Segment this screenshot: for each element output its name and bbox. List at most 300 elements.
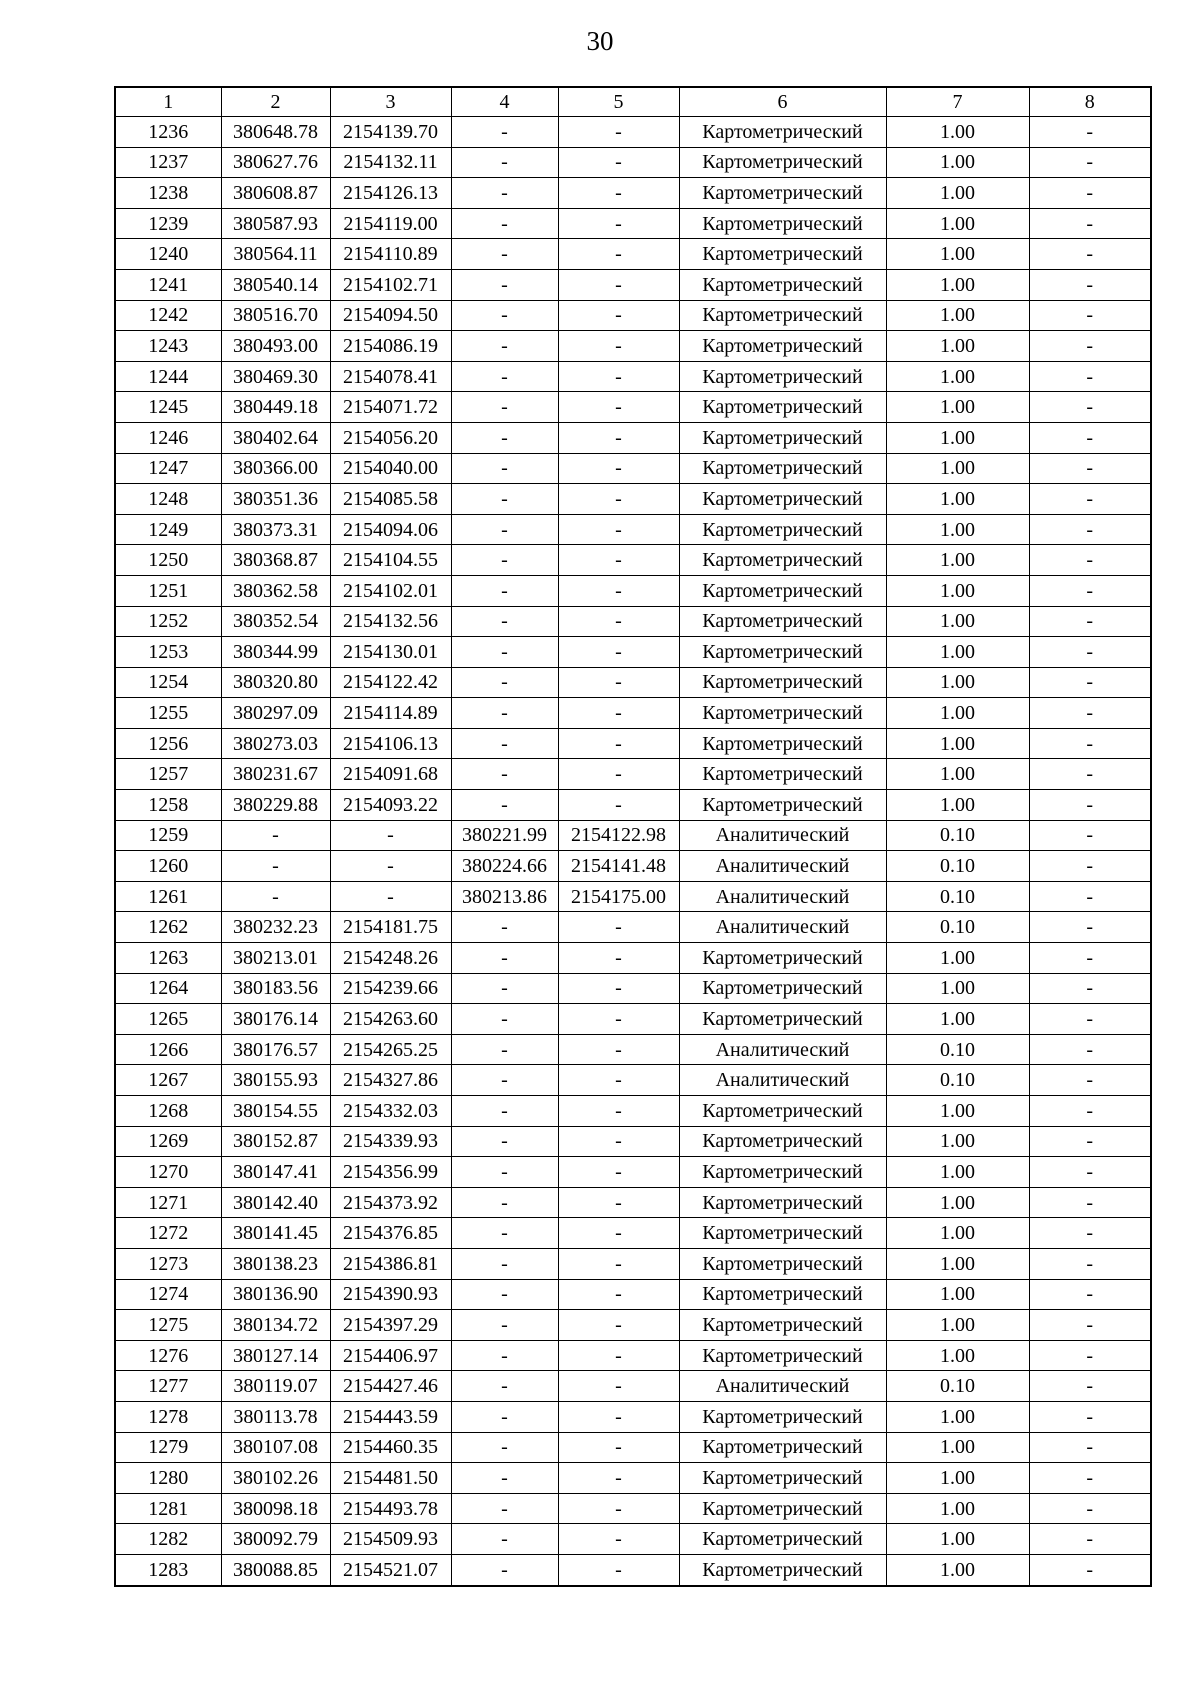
table-cell: 1258: [115, 790, 221, 821]
table-cell: 380373.31: [221, 514, 330, 545]
table-row: [115, 1065, 1151, 1096]
table-cell: -: [558, 1096, 679, 1127]
table-cell: Картометрический: [679, 1432, 886, 1463]
table-cell: 1.00: [886, 1096, 1029, 1127]
table-cell: 1.00: [886, 117, 1029, 148]
table-cell: 2154130.01: [330, 637, 451, 668]
table-cell: 380142.40: [221, 1187, 330, 1218]
table-row: [115, 392, 1151, 423]
table-cell: -: [1029, 1432, 1151, 1463]
table-cell: 1281: [115, 1493, 221, 1524]
table-cell: -: [1029, 1126, 1151, 1157]
table-cell: -: [558, 912, 679, 943]
table-cell: Картометрический: [679, 1157, 886, 1188]
table-cell: -: [451, 1493, 558, 1524]
table-cell: -: [1029, 1004, 1151, 1035]
table-cell: 2154332.03: [330, 1096, 451, 1127]
table-cell: -: [451, 637, 558, 668]
table-row: [115, 1524, 1151, 1555]
table-cell: Картометрический: [679, 790, 886, 821]
table-cell: 2154085.58: [330, 484, 451, 515]
table-cell: 0.10: [886, 912, 1029, 943]
table-cell: -: [1029, 1218, 1151, 1249]
table-row: [115, 514, 1151, 545]
table-cell: -: [558, 392, 679, 423]
table-cell: 380608.87: [221, 178, 330, 209]
table-cell: Картометрический: [679, 484, 886, 515]
table-cell: 1262: [115, 912, 221, 943]
table-cell: 2154443.59: [330, 1401, 451, 1432]
table-cell: 1.00: [886, 637, 1029, 668]
table-cell: -: [451, 912, 558, 943]
table-cell: 380627.76: [221, 147, 330, 178]
table-cell: 1283: [115, 1554, 221, 1585]
table-cell: -: [451, 1004, 558, 1035]
table-cell: 2154078.41: [330, 361, 451, 392]
table-cell: 1255: [115, 698, 221, 729]
table-cell: 380213.86: [451, 881, 558, 912]
table-cell: 2154386.81: [330, 1248, 451, 1279]
table-row: [115, 698, 1151, 729]
table-row: [115, 1004, 1151, 1035]
table-cell: -: [558, 1493, 679, 1524]
page-number: 30: [586, 26, 614, 56]
table-cell: -: [451, 1463, 558, 1494]
table-cell: 1.00: [886, 973, 1029, 1004]
table-row: [115, 422, 1151, 453]
table-cell: -: [558, 1248, 679, 1279]
table-cell: -: [1029, 1310, 1151, 1341]
table-cell: -: [451, 1524, 558, 1555]
table-cell: -: [558, 1554, 679, 1585]
table-cell: Картометрический: [679, 667, 886, 698]
table-cell: 380088.85: [221, 1554, 330, 1585]
table-cell: 2154460.35: [330, 1432, 451, 1463]
table-cell: 1243: [115, 331, 221, 362]
table-cell: -: [1029, 239, 1151, 270]
table-cell: 380152.87: [221, 1126, 330, 1157]
table-cell: -: [451, 790, 558, 821]
table-cell: -: [451, 361, 558, 392]
table-cell: -: [451, 545, 558, 576]
table-row: [115, 606, 1151, 637]
table-cell: 2154427.46: [330, 1371, 451, 1402]
table-cell: -: [451, 1096, 558, 1127]
table-cell: -: [221, 820, 330, 851]
table-cell: 1246: [115, 422, 221, 453]
table-cell: -: [1029, 1065, 1151, 1096]
table-cell: 380113.78: [221, 1401, 330, 1432]
table-cell: 2154040.00: [330, 453, 451, 484]
table-cell: -: [451, 208, 558, 239]
table-cell: 2154509.93: [330, 1524, 451, 1555]
table-cell: 1275: [115, 1310, 221, 1341]
table-cell: 2154106.13: [330, 728, 451, 759]
table-cell: 380352.54: [221, 606, 330, 637]
table-cell: -: [558, 1034, 679, 1065]
table-cell: Картометрический: [679, 728, 886, 759]
table-cell: 2154493.78: [330, 1493, 451, 1524]
table-cell: -: [1029, 1279, 1151, 1310]
table-row: [115, 1432, 1151, 1463]
table-row: [115, 1126, 1151, 1157]
table-cell: -: [558, 1279, 679, 1310]
table-cell: Картометрический: [679, 1401, 886, 1432]
table-cell: 1278: [115, 1401, 221, 1432]
table-cell: -: [1029, 881, 1151, 912]
table-cell: 380351.36: [221, 484, 330, 515]
table-row: [115, 361, 1151, 392]
table-cell: 2154071.72: [330, 392, 451, 423]
table-cell: 1.00: [886, 453, 1029, 484]
table-cell: -: [558, 1218, 679, 1249]
table-cell: 380368.87: [221, 545, 330, 576]
table-cell: -: [451, 1340, 558, 1371]
column-header-5: 5: [558, 87, 679, 117]
table-cell: 380155.93: [221, 1065, 330, 1096]
table-cell: 1.00: [886, 545, 1029, 576]
table-cell: Картометрический: [679, 637, 886, 668]
table-cell: 1276: [115, 1340, 221, 1371]
table-cell: -: [558, 1004, 679, 1035]
table-cell: -: [1029, 453, 1151, 484]
table-cell: 380320.80: [221, 667, 330, 698]
table-cell: -: [1029, 575, 1151, 606]
table-cell: -: [558, 637, 679, 668]
table-cell: 2154091.68: [330, 759, 451, 790]
table-cell: 380232.23: [221, 912, 330, 943]
table-cell: 1.00: [886, 943, 1029, 974]
table-cell: 2154390.93: [330, 1279, 451, 1310]
table-cell: -: [451, 422, 558, 453]
table-cell: 1.00: [886, 1524, 1029, 1555]
table-cell: -: [451, 1248, 558, 1279]
table-cell: -: [1029, 943, 1151, 974]
table-cell: 380136.90: [221, 1279, 330, 1310]
table-cell: -: [1029, 637, 1151, 668]
table-row: [115, 881, 1151, 912]
table-cell: 1.00: [886, 790, 1029, 821]
table-cell: 380362.58: [221, 575, 330, 606]
table-cell: 1.00: [886, 208, 1029, 239]
table-cell: -: [558, 667, 679, 698]
table-cell: 380119.07: [221, 1371, 330, 1402]
table-row: [115, 667, 1151, 698]
table-cell: -: [558, 545, 679, 576]
table-cell: -: [1029, 1371, 1151, 1402]
table-cell: Картометрический: [679, 1463, 886, 1494]
table-cell: 1274: [115, 1279, 221, 1310]
table-cell: 380127.14: [221, 1340, 330, 1371]
table-cell: 1263: [115, 943, 221, 974]
table-cell: 2154114.89: [330, 698, 451, 729]
table-cell: Картометрический: [679, 1218, 886, 1249]
table-cell: Картометрический: [679, 1524, 886, 1555]
table-cell: -: [451, 147, 558, 178]
table-cell: -: [451, 1218, 558, 1249]
table-cell: 0.10: [886, 1371, 1029, 1402]
table-cell: 380366.00: [221, 453, 330, 484]
table-row: [115, 728, 1151, 759]
table-cell: 380273.03: [221, 728, 330, 759]
table-cell: 1.00: [886, 575, 1029, 606]
table-cell: 1.00: [886, 1554, 1029, 1585]
table-row: [115, 1157, 1151, 1188]
table-cell: 1242: [115, 300, 221, 331]
table-cell: 1257: [115, 759, 221, 790]
table-cell: 380449.18: [221, 392, 330, 423]
table-cell: 1.00: [886, 392, 1029, 423]
table-cell: -: [451, 269, 558, 300]
table-cell: -: [558, 1126, 679, 1157]
table-cell: -: [451, 667, 558, 698]
table-cell: 1241: [115, 269, 221, 300]
table-cell: 1236: [115, 117, 221, 148]
table-cell: 380587.93: [221, 208, 330, 239]
table-row: [115, 943, 1151, 974]
table-cell: 2154339.93: [330, 1126, 451, 1157]
table-row: [115, 1340, 1151, 1371]
table-cell: -: [1029, 484, 1151, 515]
table-cell: -: [1029, 1463, 1151, 1494]
table-cell: -: [558, 361, 679, 392]
table-cell: 380176.14: [221, 1004, 330, 1035]
table-row: [115, 147, 1151, 178]
table-cell: 1280: [115, 1463, 221, 1494]
table-cell: Картометрический: [679, 269, 886, 300]
table-cell: 1268: [115, 1096, 221, 1127]
table-cell: -: [1029, 208, 1151, 239]
table-cell: -: [1029, 667, 1151, 698]
table-cell: 380297.09: [221, 698, 330, 729]
table-cell: -: [1029, 1524, 1151, 1555]
table-cell: -: [451, 1157, 558, 1188]
table-cell: -: [451, 943, 558, 974]
table-cell: 380138.23: [221, 1248, 330, 1279]
table-cell: -: [558, 1065, 679, 1096]
table-cell: 2154181.75: [330, 912, 451, 943]
table-cell: -: [330, 820, 451, 851]
table-cell: 1.00: [886, 147, 1029, 178]
table-cell: -: [558, 1157, 679, 1188]
table-cell: 2154094.06: [330, 514, 451, 545]
table-cell: 1.00: [886, 178, 1029, 209]
table-cell: -: [451, 973, 558, 1004]
table-cell: 380134.72: [221, 1310, 330, 1341]
table-cell: 1237: [115, 147, 221, 178]
table-cell: Картометрический: [679, 1187, 886, 1218]
table-cell: 1.00: [886, 1279, 1029, 1310]
table-cell: Картометрический: [679, 1004, 886, 1035]
table-cell: -: [1029, 1034, 1151, 1065]
table-cell: -: [1029, 1096, 1151, 1127]
table-cell: 2154481.50: [330, 1463, 451, 1494]
table-cell: 0.10: [886, 1034, 1029, 1065]
table-cell: -: [451, 1401, 558, 1432]
table-cell: Картометрический: [679, 392, 886, 423]
table-cell: -: [1029, 1554, 1151, 1585]
table-row: [115, 1248, 1151, 1279]
table-cell: -: [451, 300, 558, 331]
table-cell: -: [558, 1524, 679, 1555]
table-row: [115, 1554, 1151, 1585]
table-cell: -: [451, 239, 558, 270]
table-cell: -: [1029, 392, 1151, 423]
table-cell: -: [451, 1310, 558, 1341]
table-cell: -: [1029, 361, 1151, 392]
table-cell: 1253: [115, 637, 221, 668]
table-cell: 1.00: [886, 300, 1029, 331]
table-cell: 1267: [115, 1065, 221, 1096]
table-cell: 1.00: [886, 239, 1029, 270]
table-cell: 1.00: [886, 759, 1029, 790]
table-cell: Картометрический: [679, 514, 886, 545]
table-cell: 1.00: [886, 1157, 1029, 1188]
table-cell: -: [558, 239, 679, 270]
table-cell: -: [1029, 1248, 1151, 1279]
table-cell: 2154102.01: [330, 575, 451, 606]
table-cell: -: [1029, 147, 1151, 178]
table-cell: 1.00: [886, 331, 1029, 362]
table-cell: 2154265.25: [330, 1034, 451, 1065]
table-cell: -: [1029, 728, 1151, 759]
table-body: [115, 117, 1151, 1586]
table-cell: 2154139.70: [330, 117, 451, 148]
table-cell: -: [1029, 698, 1151, 729]
table-cell: Картометрический: [679, 239, 886, 270]
table-cell: 2154126.13: [330, 178, 451, 209]
table-cell: Картометрический: [679, 1493, 886, 1524]
table-cell: Картометрический: [679, 1340, 886, 1371]
table-cell: -: [558, 1310, 679, 1341]
table-cell: 380564.11: [221, 239, 330, 270]
column-header-8: 8: [1029, 87, 1151, 117]
table-cell: -: [558, 117, 679, 148]
table-cell: Картометрический: [679, 575, 886, 606]
table-cell: 1272: [115, 1218, 221, 1249]
table-cell: 1239: [115, 208, 221, 239]
table-cell: -: [1029, 759, 1151, 790]
table-cell: Аналитический: [679, 820, 886, 851]
table-cell: -: [1029, 178, 1151, 209]
table-cell: -: [558, 973, 679, 1004]
table-cell: 2154376.85: [330, 1218, 451, 1249]
table-row: [115, 1371, 1151, 1402]
table-cell: -: [330, 881, 451, 912]
table-cell: 1259: [115, 820, 221, 851]
table-row: [115, 178, 1151, 209]
table-cell: -: [558, 1401, 679, 1432]
table-cell: -: [451, 178, 558, 209]
table-cell: Картометрический: [679, 361, 886, 392]
table-cell: Картометрический: [679, 545, 886, 576]
table-cell: 380141.45: [221, 1218, 330, 1249]
table-cell: 2154132.11: [330, 147, 451, 178]
table-cell: Картометрический: [679, 117, 886, 148]
table-cell: -: [558, 514, 679, 545]
table-cell: 380102.26: [221, 1463, 330, 1494]
table-cell: -: [451, 1187, 558, 1218]
table-cell: 1270: [115, 1157, 221, 1188]
table-cell: -: [451, 331, 558, 362]
table-cell: 1248: [115, 484, 221, 515]
table-cell: -: [221, 881, 330, 912]
table-cell: 2154104.55: [330, 545, 451, 576]
table-cell: 1266: [115, 1034, 221, 1065]
table-cell: 2154086.19: [330, 331, 451, 362]
table-cell: 1.00: [886, 1004, 1029, 1035]
table-cell: -: [1029, 269, 1151, 300]
table-row: [115, 912, 1151, 943]
table-cell: -: [558, 575, 679, 606]
table-cell: 1238: [115, 178, 221, 209]
table-row: [115, 453, 1151, 484]
table-cell: 380147.41: [221, 1157, 330, 1188]
table-cell: -: [1029, 1340, 1151, 1371]
table-cell: 380183.56: [221, 973, 330, 1004]
table-cell: 380213.01: [221, 943, 330, 974]
table-cell: -: [1029, 973, 1151, 1004]
table-cell: -: [451, 1034, 558, 1065]
table-row: [115, 1401, 1151, 1432]
table-cell: -: [1029, 790, 1151, 821]
table-cell: 1252: [115, 606, 221, 637]
table-cell: -: [558, 178, 679, 209]
table-cell: 380402.64: [221, 422, 330, 453]
table-cell: 1260: [115, 851, 221, 882]
table-cell: 380221.99: [451, 820, 558, 851]
table-cell: 1.00: [886, 1493, 1029, 1524]
table-cell: 2154356.99: [330, 1157, 451, 1188]
table-row: [115, 239, 1151, 270]
table-cell: 1.00: [886, 1126, 1029, 1157]
table-cell: 1.00: [886, 698, 1029, 729]
table-cell: 1.00: [886, 1432, 1029, 1463]
table-cell: 1245: [115, 392, 221, 423]
table-cell: -: [558, 484, 679, 515]
table-cell: -: [558, 698, 679, 729]
table-row: [115, 269, 1151, 300]
table-cell: 380648.78: [221, 117, 330, 148]
table-cell: -: [1029, 422, 1151, 453]
table-cell: -: [558, 331, 679, 362]
column-header-6: 6: [679, 87, 886, 117]
table-cell: -: [451, 1065, 558, 1096]
table-cell: 380469.30: [221, 361, 330, 392]
table-cell: Картометрический: [679, 422, 886, 453]
table-row: [115, 790, 1151, 821]
table-cell: 2154327.86: [330, 1065, 451, 1096]
table-cell: 2154094.50: [330, 300, 451, 331]
table-cell: -: [1029, 1493, 1151, 1524]
table-cell: 1.00: [886, 484, 1029, 515]
table-cell: -: [1029, 331, 1151, 362]
table-cell: 380344.99: [221, 637, 330, 668]
table-cell: 380107.08: [221, 1432, 330, 1463]
table-cell: -: [558, 1463, 679, 1494]
table-cell: -: [558, 728, 679, 759]
table-cell: 1.00: [886, 667, 1029, 698]
table-cell: -: [451, 514, 558, 545]
table-cell: 380229.88: [221, 790, 330, 821]
table-cell: -: [558, 606, 679, 637]
table-cell: 380176.57: [221, 1034, 330, 1065]
table-cell: Картометрический: [679, 147, 886, 178]
table-cell: -: [451, 484, 558, 515]
table-cell: 380516.70: [221, 300, 330, 331]
table-cell: -: [1029, 851, 1151, 882]
table-cell: -: [1029, 1157, 1151, 1188]
